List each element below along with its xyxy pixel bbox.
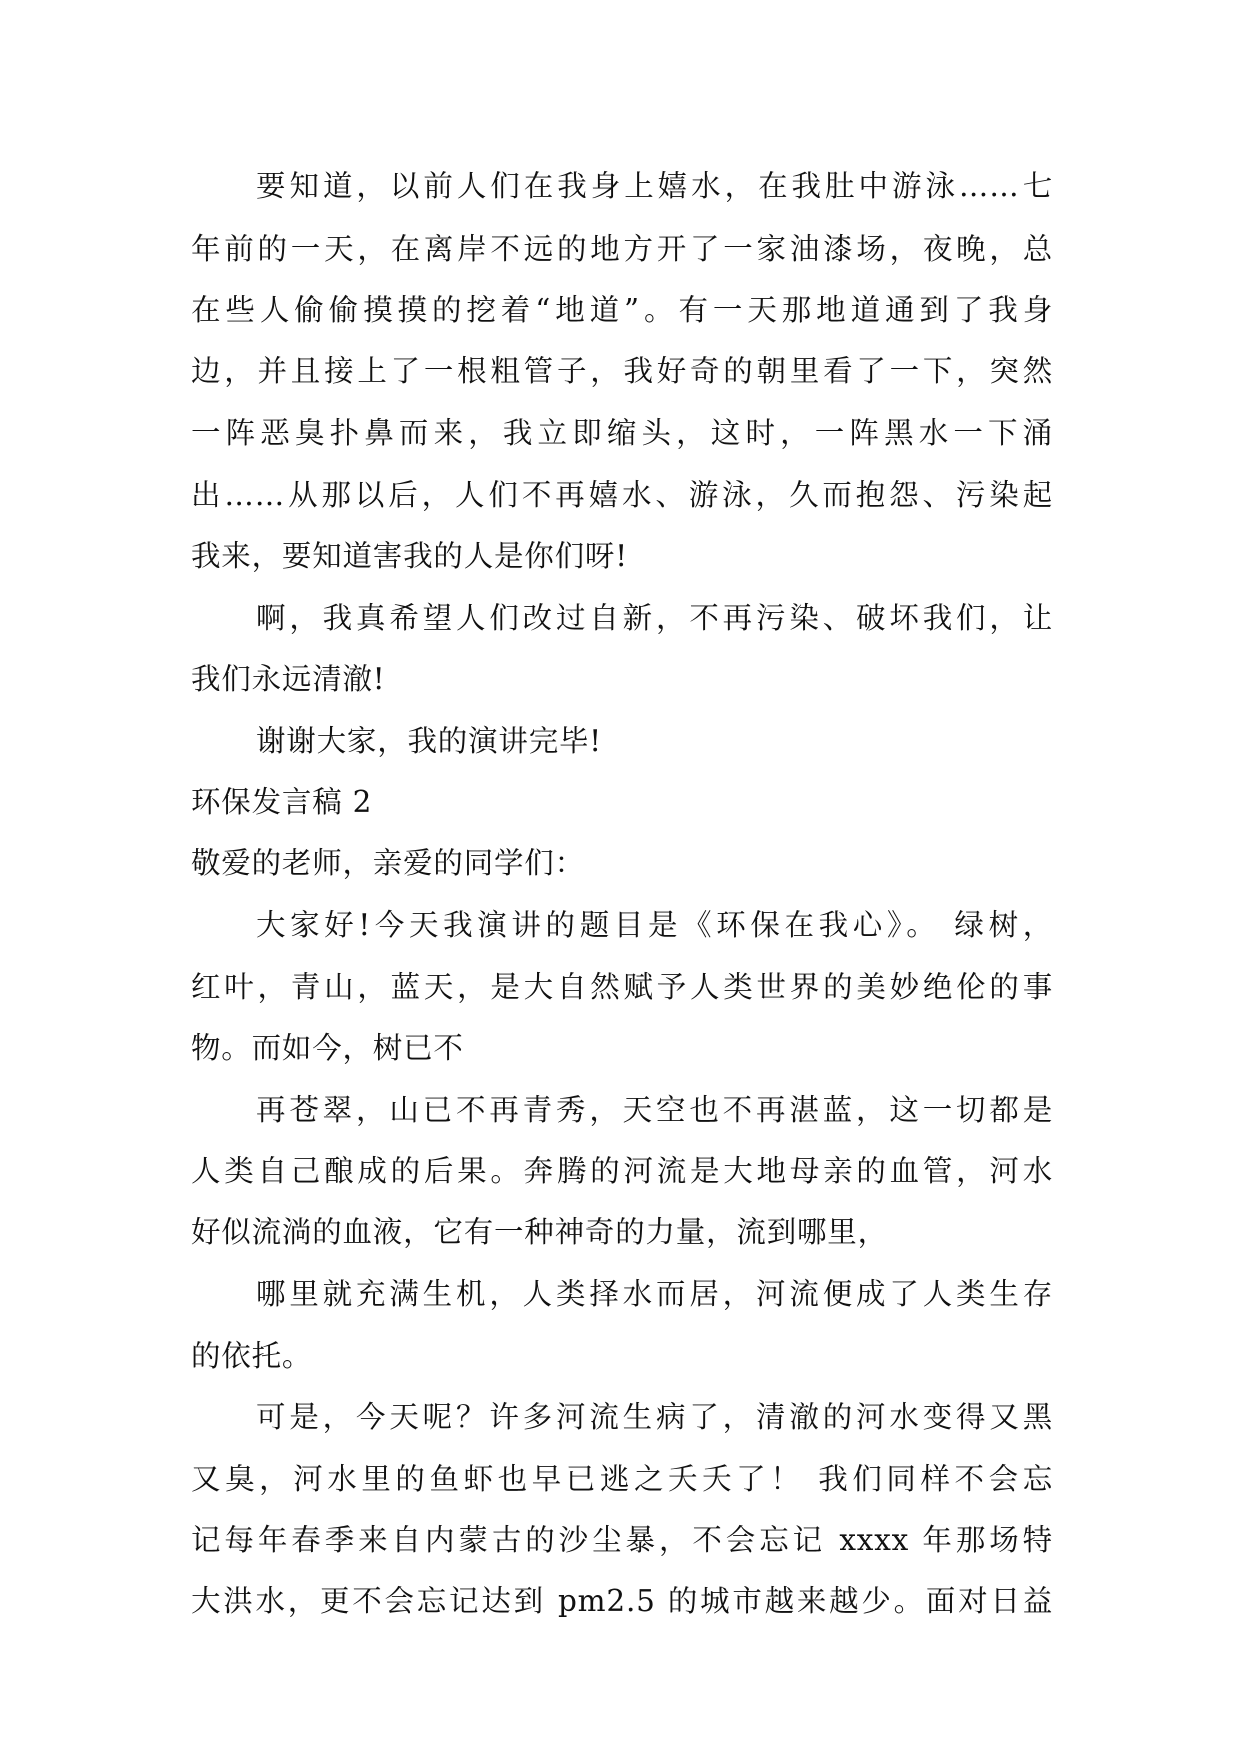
paragraph-line: 又臭，河水里的鱼虾也早已逃之夭夭了！ 我们同样不会忘 — [191, 1462, 1053, 1496]
paragraph-line: 啊，我真希望人们改过自新，不再污染、破坏我们，让 — [256, 601, 1053, 635]
paragraph-line: 年前的一天，在离岸不远的地方开了一家油漆场，夜晚，总 — [191, 232, 1053, 266]
paragraph-line: 边，并且接上了一根粗管子，我好奇的朝里看了一下，突然 — [191, 354, 1053, 388]
paragraph-line: 在些人偷偷摸摸的挖着“地道”。有一天那地道通到了我身 — [191, 293, 1053, 327]
paragraph-line: 人类自己酿成的后果。奔腾的河流是大地母亲的血管，河水 — [191, 1154, 1053, 1188]
section-heading: 环保发言稿 2 — [191, 785, 373, 819]
paragraph-line: 好似流淌的血液，它有一种神奇的力量，流到哪里， — [191, 1215, 888, 1249]
paragraph-line: 再苍翠，山已不再青秀，天空也不再湛蓝，这一切都是 — [256, 1093, 1053, 1127]
paragraph-line: 大家好!今天我演讲的题目是《环保在我心》。 绿树， — [256, 908, 1053, 942]
paragraph-line: 的依托。 — [191, 1339, 313, 1373]
paragraph-line: 记每年春季来自内蒙古的沙尘暴，不会忘记 xxxx 年那场特 — [191, 1523, 1053, 1557]
salutation: 敬爱的老师，亲爱的同学们： — [191, 846, 585, 880]
paragraph-line: 我们永远清澈! — [191, 662, 386, 696]
paragraph-line: 一阵恶臭扑鼻而来，我立即缩头，这时，一阵黑水一下涌 — [191, 416, 1053, 450]
paragraph-line: 出……从那以后，人们不再嬉水、游泳，久而抱怨、污染起 — [191, 478, 1053, 512]
paragraph-line: 谢谢大家，我的演讲完毕! — [256, 724, 602, 758]
paragraph-line: 红叶，青山，蓝天，是大自然赋予人类世界的美妙绝伦的事 — [191, 970, 1053, 1004]
paragraph-line: 大洪水，更不会忘记达到 pm2.5 的城市越来越少。面对日益 — [191, 1584, 1053, 1618]
paragraph-line: 物。而如今，树已不 — [191, 1031, 464, 1065]
paragraph-line: 可是，今天呢？许多河流生病了，清澈的河水变得又黑 — [256, 1400, 1053, 1434]
paragraph-line: 要知道，以前人们在我身上嬉水，在我肚中游泳……七 — [256, 169, 1053, 203]
paragraph-line: 我来，要知道害我的人是你们呀! — [191, 539, 628, 573]
paragraph-line: 哪里就充满生机，人类择水而居，河流便成了人类生存 — [256, 1277, 1053, 1311]
